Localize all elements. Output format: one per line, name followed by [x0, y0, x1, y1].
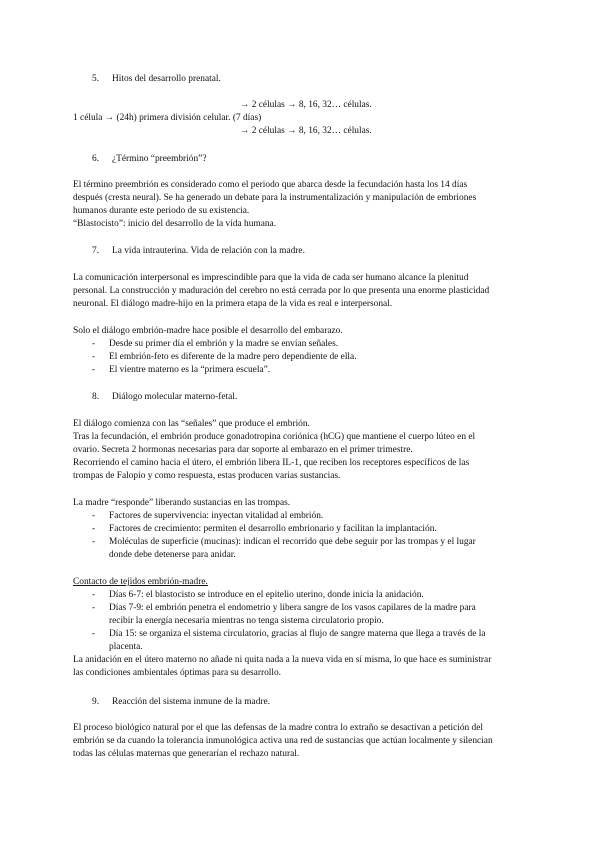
paragraph-line: “Blastocisto”: inicio del desarrollo de la vida humana.	[73, 219, 277, 229]
heading-9: 9. Reacción del sistema inmune de la madre.	[92, 697, 271, 707]
diagram-branch-top: → 2 células → 8, 16, 32… células.	[240, 100, 372, 110]
paragraph-line: Recorriendo el camino hacia el útero, el embrión libera IL-1, que reciben los receptores específicos de las	[73, 458, 470, 468]
paragraph-line: neuronal. El diálogo madre-hijo en la primera etapa de la vida es real e interpersonal.	[73, 299, 393, 309]
paragraph-line: ovario. Secreta 2 hormonas necesarias para dar soporte al embarazo en el primer trimestre.	[73, 445, 413, 455]
list-item: - Días 6-7: el blastocisto se introduce en el epitelio uterino, donde inicia la anidación.	[92, 590, 424, 600]
diagram-branch-bottom: → 2 células → 8, 16, 32… células.	[240, 126, 372, 136]
paragraph-line: El término preembrión es considerado como el periodo que abarca desde la fecundación hasta los 14 días	[73, 180, 468, 190]
heading-6: 6. ¿Término “preembrión”?	[92, 154, 207, 164]
list-item: - Factores de supervivencia: inyectan vitalidad al embrión.	[92, 511, 324, 521]
paragraph-line: las condiciones ambientales óptimas para su desarrollo.	[73, 668, 282, 678]
paragraph-line: personal. La construcción y maduración del cerebro no está cerrada por lo que presenta una enorme plasticidad	[73, 286, 490, 296]
paragraph-line: trompas de Falopio y como respuesta, estas producen varias sustancias.	[73, 471, 341, 481]
paragraph-line: embrión se da cuando la tolerancia inmunológica activa una red de sustancias que actúan localmente y silencian	[73, 736, 493, 746]
paragraph-line: todas las células maternas que generarían el rechazo natural.	[73, 749, 300, 759]
list-item: - El embrión-feto es diferente de la madre pero dependiente de ella.	[92, 352, 357, 362]
paragraph-line: La comunicación interpersonal es imprescindible para que la vida de cada ser humano alcance la plenitud	[73, 273, 469, 283]
heading-5: 5. Hitos del desarrollo prenatal.	[92, 74, 221, 84]
paragraph-line: El proceso biológico natural por el que las defensas de la madre contra lo extraño se desactivan a petición del	[73, 723, 484, 733]
list-item: - Días 7-9: el embrión penetra el endometrio y libera sangre de los vasos capilares de la madre para	[92, 603, 476, 613]
paragraph-line: humanos durante este periodo de su existencia.	[73, 206, 250, 216]
list-item: - El vientre materno es la “primera escuela”.	[92, 365, 271, 375]
paragraph-line: El diálogo comienza con las “señales” que produce el embrión.	[73, 419, 310, 429]
list-item: - Factores de crecimiento: permiten el desarrollo embrionario y facilitan la implantación.	[92, 524, 437, 534]
list-item: - Moléculas de superficie (mucinas): indican el recorrido que debe seguir por las trompas y el lugar	[92, 537, 476, 547]
heading-8: 8. Diálogo molecular materno-fetal.	[92, 392, 238, 402]
list-item: - Día 15: se organiza el sistema circulatorio, gracias al flujo de sangre materna que llega a través de la	[92, 629, 486, 639]
paragraph-line: La madre “responde” liberando sustancias en las trompas.	[73, 498, 291, 508]
subheading-contact: Contacto de tejidos embrión-madre.	[73, 577, 208, 587]
paragraph-line: Solo el diálogo embrión-madre hace posible el desarrollo del embarazo.	[73, 326, 343, 336]
list-item: - Desde su primer día el embrión y la madre se envían señales.	[92, 339, 339, 349]
paragraph-line: La anidación en el útero materno no añade ni quita nada a la nueva vida en sí misma, lo que hace es suministrar	[73, 655, 492, 665]
heading-7: 7. La vida intrauterina. Vida de relación con la madre.	[92, 246, 305, 256]
list-item-continuation: recibir la energía necesaria mientras no tenga sistema circulatorio propio.	[109, 616, 384, 626]
paragraph-line: Tras la fecundación, el embrión produce gonadotropina coriónica (hCG) que mantiene el cuerpo lúteo en el	[73, 432, 476, 442]
list-item-continuation: donde debe detenerse para anidar.	[109, 550, 236, 560]
list-item-continuation: placenta.	[109, 642, 143, 652]
paragraph-line: después (cresta neural). Se ha generado un debate para la instrumentalización y manipulación de embriones	[73, 193, 477, 203]
diagram-origin: 1 célula → (24h) primera división celular. (7 días)	[73, 113, 262, 123]
